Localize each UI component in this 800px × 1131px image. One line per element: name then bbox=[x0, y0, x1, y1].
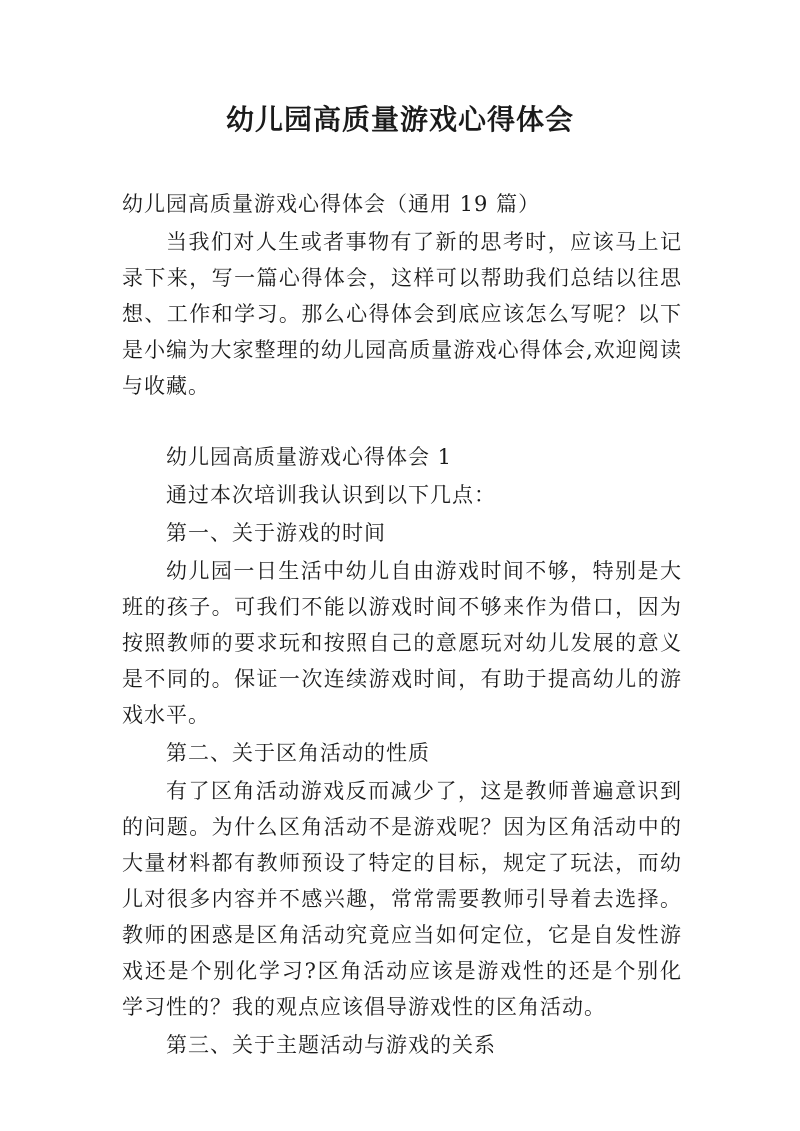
point3-heading: 第三、关于主题活动与游戏的关系 bbox=[166, 1033, 496, 1057]
point1-heading: 第一、关于游戏的时间 bbox=[166, 521, 386, 545]
point2-heading: 第二、关于区角活动的性质 bbox=[166, 741, 430, 765]
section-heading: 幼儿园高质量游戏心得体会 1 bbox=[166, 445, 453, 469]
intro-paragraph: 当我们对人生或者事物有了新的思考时，应该马上记录下来，写一篇心得体会，这样可以帮助我们总结以往思想、工作和学习。那么心得体会到底应该怎么写呢？以下是小编为大家整理的幼儿园高质量游戏心得体会,欢迎阅读与收藏。 bbox=[122, 230, 682, 398]
document-body bbox=[122, 186, 682, 1063]
point1-body: 幼儿园一日生活中幼儿自由游戏时间不够，特别是大班的孩子。可我们不能以游戏时间不够来作为借口，因为按照教师的要求玩和按照自己的意愿玩对幼儿发展的意义是不同的。保证一次连续游戏时间，有助于提高幼儿的游戏水平。 bbox=[122, 559, 682, 727]
document-subtitle: 幼儿园高质量游戏心得体会（通用 19 篇） bbox=[122, 192, 541, 216]
point2-body: 有了区角活动游戏反而减少了，这是教师普遍意识到的问题。为什么区角活动不是游戏呢？因为区角活动中的大量材料都有教师预设了特定的目标，规定了玩法，而幼儿对很多内容并不感兴趣，常常需要教师引导着去选择。教师的困惑是区角活动究竟应当如何定位，它是自发性游戏还是个别化学习?区角活动应该是游戏性的还是个别化学习性的？我的观点应该倡导游戏性的区角活动。 bbox=[122, 779, 682, 1019]
document-title: 幼儿园高质量游戏心得体会 bbox=[225, 103, 574, 136]
lead-paragraph: 通过本次培训我认识到以下几点： bbox=[166, 483, 496, 507]
